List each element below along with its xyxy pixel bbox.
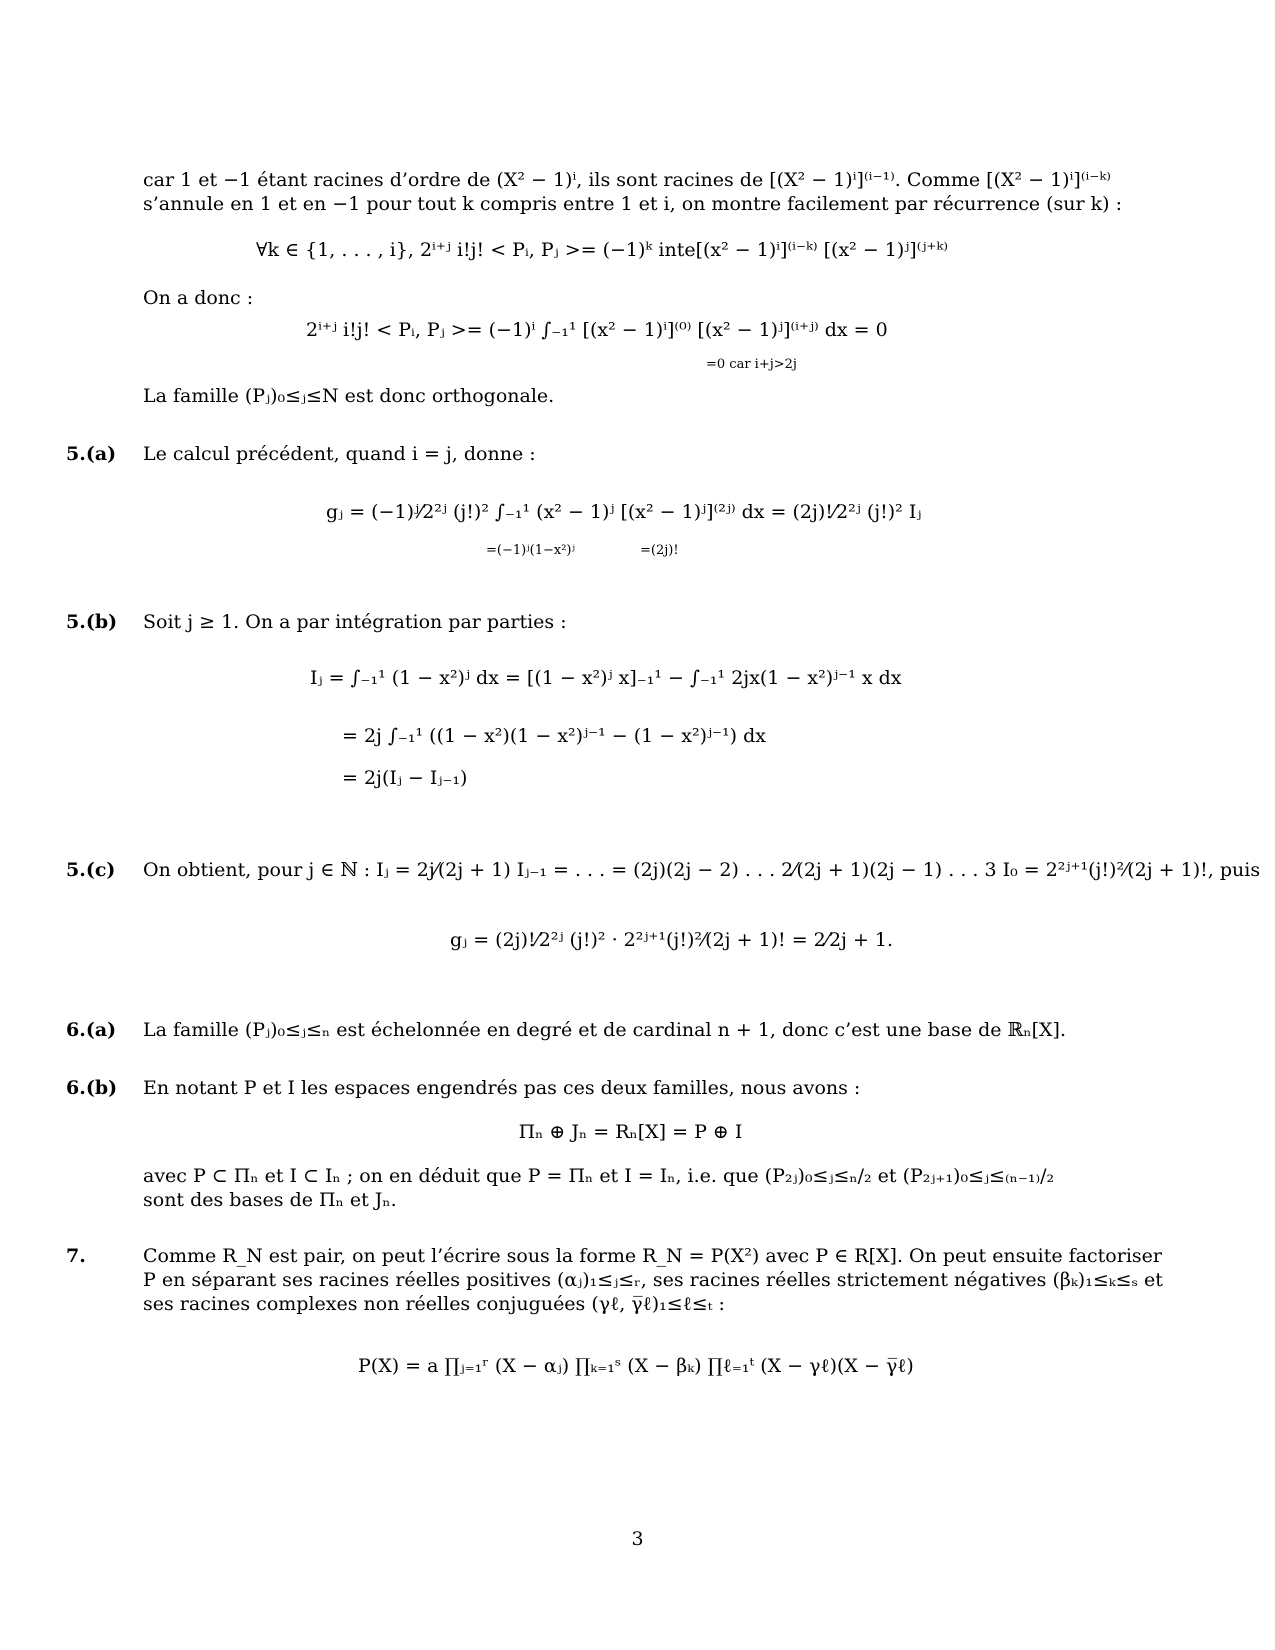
section-label-5a: 5.(a): [66, 443, 117, 465]
section-text-5a: Le calcul précédent, quand i = j, donne :: [143, 443, 536, 465]
equation-recurrence: ∀k ∈ {1, . . . , i}, 2ⁱ⁺ʲ i!j! < Pᵢ, Pⱼ >= (−1)ᵏ inte[(x² − 1)ⁱ]⁽ⁱ⁻ᵏ⁾ [(x² − 1)ʲ]⁽ʲ⁺ᵏ⁾: [256, 239, 949, 261]
equation-donc: 2ⁱ⁺ʲ i!j! < Pᵢ, Pⱼ >= (−1)ⁱ ∫₋₁¹ [(x² − 1)ⁱ]⁽⁰⁾ [(x² − 1)ʲ]⁽ⁱ⁺ʲ⁾ dx = 0: [306, 319, 888, 341]
section-text-6b: En notant P et I les espaces engendrés pas ces deux familles, nous avons :: [143, 1077, 861, 1099]
orthogonal-conclusion: La famille (Pⱼ)₀≤ⱼ≤N est donc orthogonale.: [143, 385, 555, 407]
intro-line-1: car 1 et −1 étant racines d’ordre de (X² − 1)ⁱ, ils sont racines de [(X² − 1)ⁱ]⁽ⁱ⁻¹⁾. Comme [(X² − 1)ⁱ]⁽ⁱ⁻ᵏ⁾: [143, 169, 1111, 191]
section-label-5c: 5.(c): [66, 859, 116, 881]
equation-direct-sum: Πₙ ⊕ Jₙ = Rₙ[X] = P ⊕ I: [518, 1121, 743, 1143]
equation-ij-line-2: = 2j ∫₋₁¹ ((1 − x²)(1 − x²)ʲ⁻¹ − (1 − x²)ʲ⁻¹) dx: [342, 725, 766, 747]
equation-ij-line-1: Iⱼ = ∫₋₁¹ (1 − x²)ʲ dx = [(1 − x²)ʲ x]₋₁¹ − ∫₋₁¹ 2jx(1 − x²)ʲ⁻¹ x dx: [310, 667, 902, 689]
section-text-6a: La famille (Pⱼ)₀≤ⱼ≤ₙ est échelonnée en degré et de cardinal n + 1, donc c’est une base de ℝₙ[X].: [143, 1019, 1066, 1041]
section-6b-after-line-1: avec P ⊂ Πₙ et I ⊂ Iₙ ; on en déduit que P = Πₙ et I = Iₙ, i.e. que (P₂ⱼ)₀≤ⱼ≤ₙ/₂ et (P₂ⱼ₊₁)₀≤ⱼ≤₍ₙ₋₁₎/₂: [143, 1165, 1055, 1187]
section-text-5b: Soit j ≥ 1. On a par intégration par parties :: [143, 611, 567, 633]
section-text-5c: On obtient, pour j ∈ ℕ : Iⱼ = 2j⁄(2j + 1) Iⱼ₋₁ = . . . = (2j)(2j − 2) . . . 2⁄(2j + 1)(2j − 1) . . . 3 I₀ = 2²ʲ⁺¹(j!)²⁄(2j + 1)!, puis: [143, 859, 1261, 881]
equation-gj-5c: gⱼ = (2j)!⁄2²ʲ (j!)² · 2²ʲ⁺¹(j!)²⁄(2j + 1)! = 2⁄2j + 1.: [450, 929, 894, 951]
equation-gj-5a-note-1: =(−1)ʲ(1−x²)ʲ: [486, 543, 575, 558]
intro-line-2: s’annule en 1 et en −1 pour tout k compris entre 1 et i, on montre facilement par récurrence (sur k) :: [143, 193, 1122, 215]
page-number: 3: [631, 1528, 644, 1550]
section-label-6b: 6.(b): [66, 1077, 118, 1099]
equation-gj-5a: gⱼ = (−1)ʲ⁄2²ʲ (j!)² ∫₋₁¹ (x² − 1)ʲ [(x² − 1)ʲ]⁽²ʲ⁾ dx = (2j)!⁄2²ʲ (j!)² Iⱼ: [326, 501, 922, 523]
section-text-7-line-2: P en séparant ses racines réelles positives (αⱼ)₁≤ⱼ≤ᵣ, ses racines réelles strictement négatives (βₖ)₁≤ₖ≤ₛ et: [143, 1269, 1163, 1291]
equation-donc-underbrace-note: =0 car i+j>2j: [706, 357, 797, 372]
section-text-7-line-3: ses racines complexes non réelles conjuguées (γℓ, γ̅ℓ)₁≤ℓ≤ₜ :: [143, 1293, 725, 1315]
equation-ij-line-3: = 2j(Iⱼ − Iⱼ₋₁): [342, 767, 468, 789]
on-a-donc-text: On a donc :: [143, 287, 254, 309]
section-6b-after-line-2: sont des bases de Πₙ et Jₙ.: [143, 1189, 397, 1211]
section-text-7-line-1: Comme R_N est pair, on peut l’écrire sous la forme R_N = P(X²) avec P ∈ R[X]. On peut ensuite factoriser: [143, 1245, 1162, 1267]
section-label-5b: 5.(b): [66, 611, 118, 633]
equation-product-factorisation: P(X) = a ∏ⱼ₌₁ʳ (X − αⱼ) ∏ₖ₌₁ˢ (X − βₖ) ∏ℓ₌₁ᵗ (X − γℓ)(X − γ̅ℓ): [358, 1355, 914, 1377]
equation-gj-5a-note-2: =(2j)!: [640, 543, 679, 558]
section-label-6a: 6.(a): [66, 1019, 117, 1041]
section-label-7: 7.: [66, 1245, 86, 1267]
